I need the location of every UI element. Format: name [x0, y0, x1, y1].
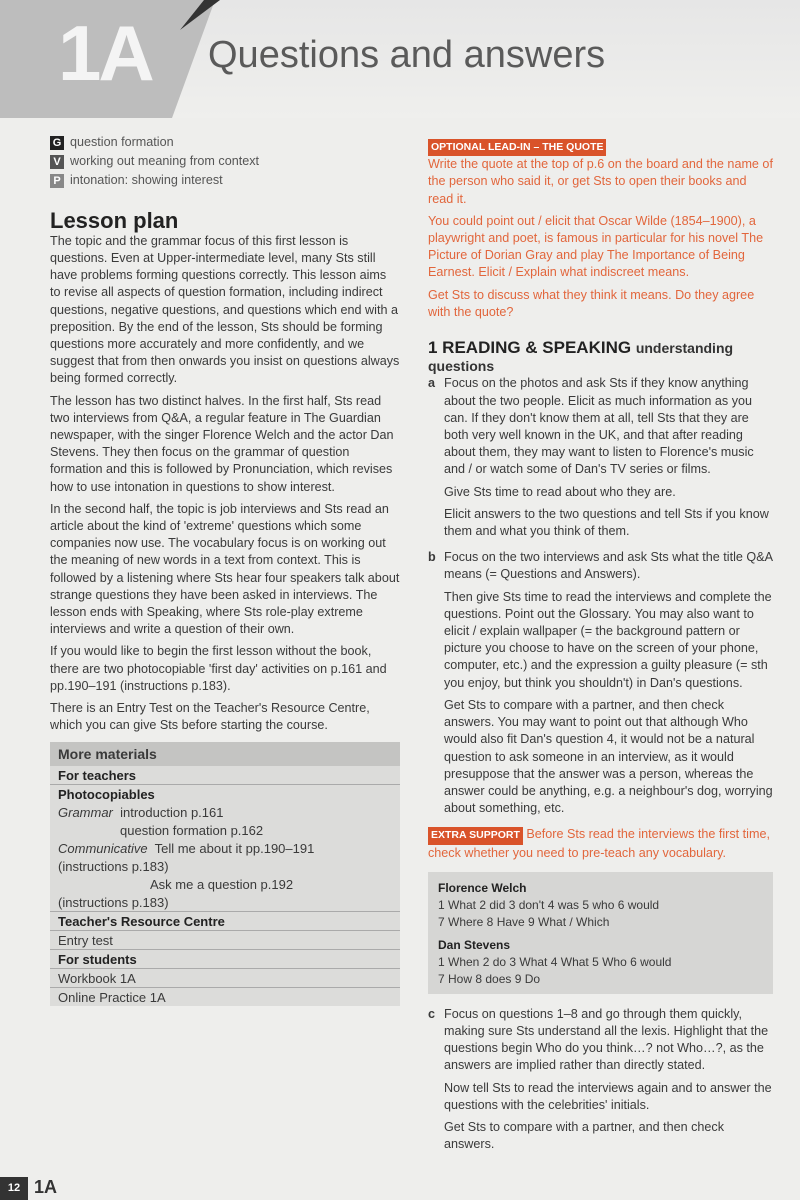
- lesson-plan-paragraph: The lesson has two distinct halves. In the first half, Sts read two interviews from Q&A, a regular feature in The Guardian newspaper, with the singer Florence Welch and the actor Dan Stevens. They then focus on the grammar of question formation and this is followed by Pronunciation, which revises how to use intonation in questions to show interest.: [50, 393, 394, 494]
- lead-in-paragraph: Get Sts to discuss what they think it means. Do they agree with the quote?: [428, 287, 755, 319]
- communicative-instructions: (instructions p.183): [58, 859, 169, 874]
- objective-vocabulary: [50, 153, 400, 170]
- entry-test-item: Entry test: [50, 931, 400, 950]
- extra-support-tag: EXTRA SUPPORT: [428, 827, 523, 844]
- more-materials-box: [50, 742, 400, 1006]
- vocabulary-icon: V: [50, 155, 64, 169]
- extra-support: [428, 826, 773, 861]
- answer-line: 1 What 2 did 3 don't 4 was 5 who 6 would: [438, 897, 660, 912]
- answer-line: 7 Where 8 Have 9 What / Which: [438, 914, 610, 929]
- communicative-label: Communicative: [58, 841, 148, 856]
- grammar-item: introduction p.161: [120, 805, 224, 820]
- exercise-label: b: [428, 550, 436, 565]
- answer-line: 1 When 2 do 3 What 4 What 5 Who 6 would: [438, 954, 672, 969]
- exercise-b: [428, 549, 773, 822]
- communicative-instructions: (instructions p.183): [50, 893, 400, 912]
- lesson-plan-heading: Lesson plan: [50, 207, 179, 233]
- lesson-plan-paragraph: In the second half, the topic is job interviews and Sts read an article about the kind of 'extreme' questions which some companies now use. The vocabulary focus is on working out the meaning of new words in a text from context. This is followed by a listening where Sts hear four speakers talk about strange questions they have been asked in interviews. The lesson ends with Speaking, where Sts role-play extreme interviews and write a question of their own.: [50, 501, 400, 637]
- lesson-plan-paragraph: If you would like to begin the first lesson without the book, there are two photocopiable 'first day' activities on p.161 and pp.190–191 (instructions p.183).: [50, 644, 387, 693]
- exercise-paragraph: Focus on the photos and ask Sts if they know anything about the two people. Elicit as much information as you can. If they don't know them at all, tell Sts that they are both very well known in the UK, and that after reading about them, they may want to listen to Florence's music and / or watch some of Dan's TV series or films.: [444, 376, 754, 477]
- page-footer: [0, 1177, 80, 1200]
- answer-line: 7 How 8 does 9 Do: [438, 971, 541, 986]
- left-column: [50, 134, 400, 740]
- section-title-text: 1 READING & SPEAKING: [428, 338, 632, 358]
- objective-text: intonation: showing interest: [70, 173, 223, 188]
- communicative-row: [50, 839, 400, 857]
- footer-unit: 1A: [34, 1177, 58, 1197]
- objective-pronunciation: [50, 172, 400, 189]
- communicative-item: Ask me a question p.192: [150, 877, 294, 892]
- exercise-paragraph: Then give Sts time to read the interviews and complete the questions. Point out the Glossary. You may also want to elicit / explain wallpaper (= the background pattern or picture you choose to have on the screen of your phone, computer, etc.) and the expression a guilty pleasure (= sth you enjoy, but think you shouldn't) in Dan's questions.: [444, 589, 772, 690]
- exercise-paragraph: Focus on the two interviews and ask Sts what the title Q&A means (= Questions and Answers).: [444, 550, 773, 582]
- objective-text: working out meaning from context: [70, 154, 259, 169]
- photocopiables-heading: Photocopiables: [58, 787, 155, 802]
- exercise-paragraph: Focus on questions 1–8 and go through them quickly, making sure Sts understand all the lexis. Highlight that the questions begin Who do you think…? not Who…?, as the answers are implied rather than directly stated.: [444, 1006, 769, 1073]
- lesson-plan-paragraph: The topic and the grammar focus of this first lesson is questions. Even at Upper-intermediate level, many Sts still have problems forming questions correctly. This lesson aims to revise all aspects of question formation, including indirect questions, negative questions, and questions which end with a preposition. By the end of the lesson, Sts should be forming questions more accurately and more confidently, and we suggest that from then onwards you insist on questions always being formed correctly.: [50, 233, 400, 386]
- grammar-label: Grammar: [58, 805, 113, 820]
- communicative-item: Tell me about it pp.190–191: [154, 841, 315, 856]
- grammar-row: question formation p.162: [120, 823, 264, 838]
- objective-text: question formation: [70, 135, 174, 149]
- answer-box: [428, 872, 773, 994]
- exercise-paragraph: Elicit answers to the two questions and tell Sts if you know them and what you think of them.: [444, 506, 769, 539]
- exercise-paragraph: Get Sts to compare with a partner, and then check answers.: [444, 1119, 725, 1152]
- page-title: Questions and answers: [208, 34, 606, 76]
- pronunciation-icon: P: [50, 174, 64, 188]
- answer-name: Florence Welch: [438, 880, 527, 895]
- workbook-item: Workbook 1A: [50, 969, 400, 988]
- trc-heading: Teacher's Resource Centre: [50, 912, 400, 931]
- extra-support-text: Before Sts read the interviews the first time, check whether you need to pre-teach any vocabulary.: [428, 827, 770, 860]
- objective-grammar: [50, 134, 400, 151]
- more-materials-heading: More materials: [50, 742, 400, 766]
- page-number: 12: [0, 1177, 28, 1200]
- section-subtitle: understanding questions: [428, 340, 734, 375]
- lesson-plan-paragraph: There is an Entry Test on the Teacher's Resource Centre, which you can give Sts before starting the course.: [50, 701, 370, 733]
- exercise-label: a: [428, 376, 436, 391]
- right-column: [428, 138, 773, 1162]
- grammar-icon: G: [50, 136, 64, 150]
- lead-in-paragraph: Write the quote at the top of p.6 on the board and the name of the person who said it, or get Sts to open their books and read it.: [428, 157, 773, 206]
- for-students-heading: For students: [50, 950, 400, 969]
- answer-name: Dan Stevens: [438, 937, 511, 952]
- online-practice-item: Online Practice 1A: [58, 990, 166, 1005]
- for-teachers-heading: For teachers: [50, 766, 400, 785]
- exercise-paragraph: Now tell Sts to read the interviews again and to answer the questions with the celebrities' initials.: [444, 1080, 772, 1112]
- grammar-row: [50, 803, 400, 821]
- section-title: [428, 339, 773, 375]
- lead-in-paragraph: You could point out / elicit that Oscar Wilde (1854–1900), a playwright and poet, is famous in particular for his novel The Picture of Dorian Gray and play The Importance of Being Earnest. Elicit / Explain what indiscreet means.: [428, 213, 764, 280]
- unit-number: 1A: [58, 9, 152, 97]
- exercise-paragraph: Get Sts to compare with a partner, and then check answers. You may want to point out that although Who would also fit Dan's question 4, it would not be a natural question to ask someone in an interview, as it would presuppose that the answer was a person, whereas the answer could be anything, e.g. a neighbour's dog, worrying about something, etc.: [444, 697, 773, 816]
- exercise-a: [428, 375, 773, 545]
- exercise-paragraph: Give Sts time to read about who they are.: [444, 484, 676, 499]
- exercise-c: [428, 1006, 773, 1159]
- exercise-label: c: [428, 1006, 436, 1021]
- lead-in-tag: OPTIONAL LEAD-IN – THE QUOTE: [428, 139, 606, 156]
